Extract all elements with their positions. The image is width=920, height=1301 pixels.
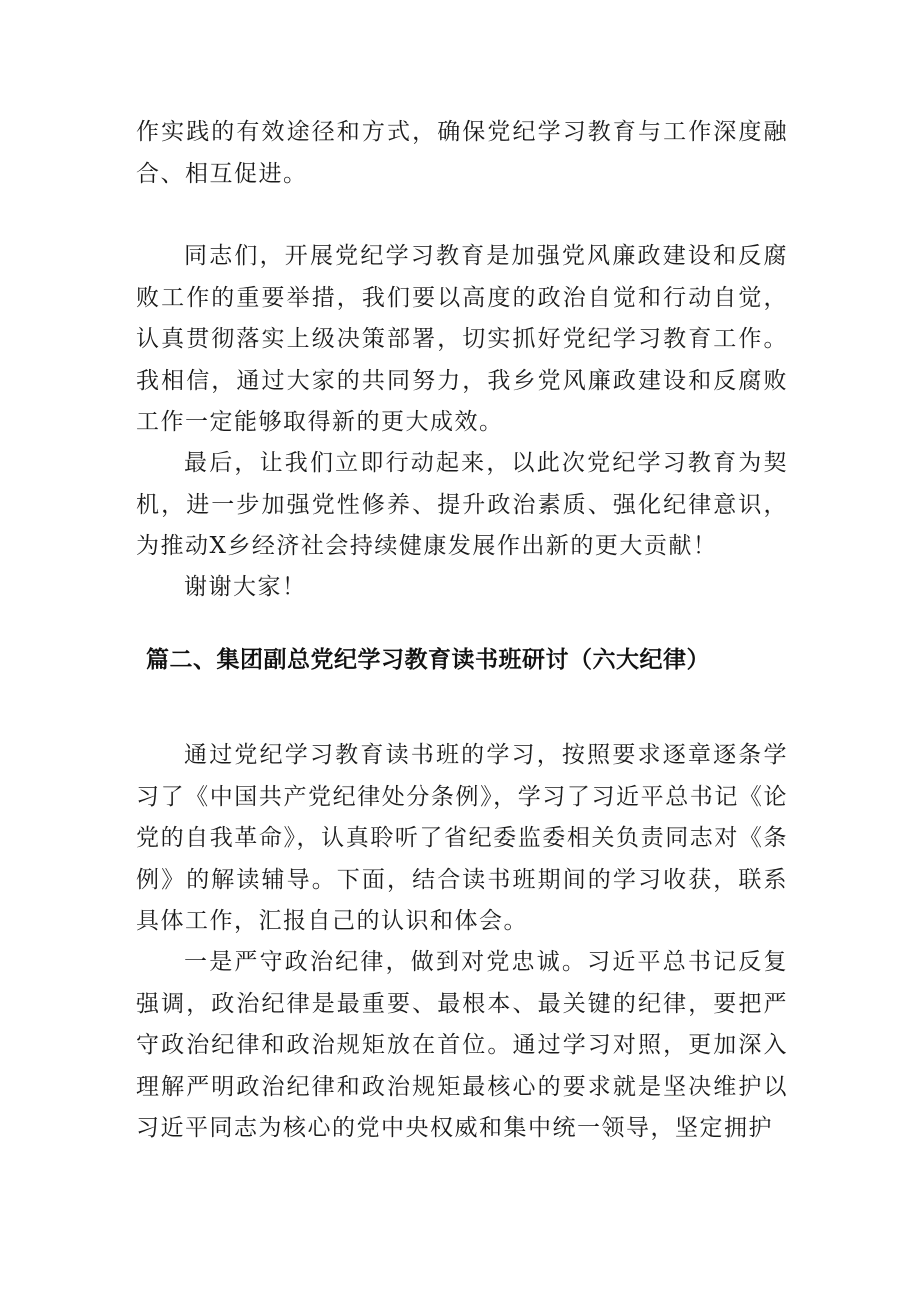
paragraph-reading-class: 通过党纪学习教育读书班的学习，按照要求逐章逐条学习了《中国共产党纪律处分条例》，学习了习近平总书记《论党的自我革命》，认真聆听了省纪委监委相关负责同志对《条例》的解读辅导。下面，结合读书班期间的学习收获，联系具体工作，汇报自己的认识和体会。 <box>136 742 788 934</box>
paragraph-political-discipline: 一是严守政治纪律，做到对党忠诚。习近平总书记反复强调，政治纪律是最重要、最根本、最关键的纪律，要把严守政治纪律和政治规矩放在首位。通过学习对照，更加深入理解严明政治纪律和政治规矩最核心的要求就是坚决维护以习近平同志为核心的党中央权威和集中统一领导，坚定拥护 <box>136 949 788 1141</box>
paragraph-comrades: 同志们，开展党纪学习教育是加强党风廉政建设和反腐败工作的重要举措，我们要以高度的政治自觉和行动自觉，认真贯彻落实上级决策部署，切实抓好党纪学习教育工作。我相信，通过大家的共同努力，我乡党风廉政建设和反腐败工作一定能够取得新的更大成效。 <box>136 243 788 435</box>
paragraph-thanks: 谢谢大家！ <box>184 574 307 600</box>
paragraph-continuation: 作实践的有效途径和方式，确保党纪学习教育与工作深度融合、相互促进。 <box>136 119 788 187</box>
paragraph-finally: 最后，让我们立即行动起来，以此次党纪学习教育为契机，进一步加强党性修养、提升政治素质、强化纪律意识，为推动X乡经济社会持续健康发展作出新的更大贡献！ <box>136 450 788 559</box>
section-heading: 篇二、集团副总党纪学习教育读书班研讨（六大纪律） <box>146 647 710 673</box>
